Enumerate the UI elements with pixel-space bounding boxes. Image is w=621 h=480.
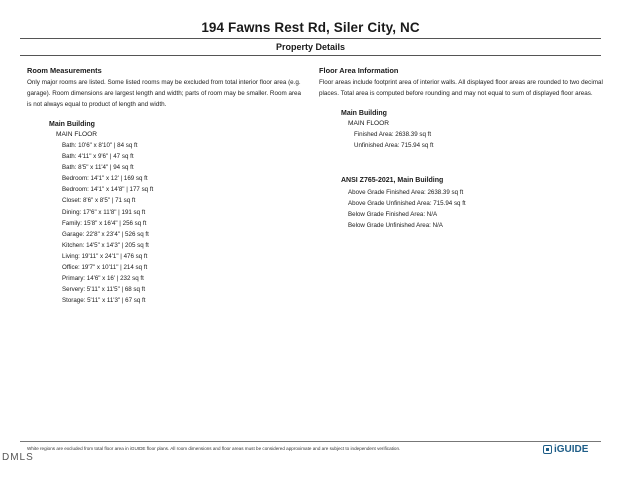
mls-watermark: DMLS — [2, 452, 34, 463]
finished-area: Finished Area: 2638.39 sq ft — [354, 131, 432, 138]
iguide-logo-text: iGUIDE — [554, 444, 589, 455]
room-row: Closet: 8'6" x 8'5" | 71 sq ft — [62, 197, 136, 205]
unfinished-area: Unfinished Area: 715.94 sq ft — [354, 142, 434, 150]
room-row: Bedroom: 14'1" x 14'8" | 177 sq ft — [62, 186, 154, 194]
subtitle-divider — [20, 55, 601, 56]
ansi-heading: ANSI Z765-2021, Main Building — [341, 177, 444, 185]
room-measurements-heading: Room Measurements — [27, 66, 102, 75]
ansi-row: Below Grade Unfinished Area: N/A — [348, 222, 443, 230]
area-list — [354, 129, 604, 151]
floor-label: MAIN FLOOR — [348, 120, 390, 127]
ansi-row: Below Grade Finished Area: N/A — [348, 211, 438, 219]
page-subtitle: Property Details — [275, 42, 346, 52]
ansi-row: Above Grade Unfinished Area: 715.94 sq ft — [348, 200, 466, 208]
iguide-logo-icon — [543, 445, 552, 454]
room-row: Bedroom: 14'1" x 12' | 169 sq ft — [62, 175, 148, 183]
ansi-list — [348, 187, 604, 231]
room-row: Office: 19'7" x 10'11" | 214 sq ft — [62, 264, 148, 272]
room-row: Storage: 5'11" x 11'3" | 67 sq ft — [62, 297, 146, 305]
room-row: Servery: 5'11" x 11'5" | 68 sq ft — [62, 286, 146, 294]
room-row: Bath: 10'6" x 8'10" | 84 sq ft — [62, 142, 138, 149]
room-row: Dining: 17'6" x 11'8" | 191 sq ft — [62, 208, 146, 216]
floor-area-heading: Floor Area Information — [319, 66, 399, 75]
ansi-row: Above Grade Finished Area: 2638.39 sq ft — [348, 189, 464, 197]
header-divider — [20, 38, 601, 39]
room-measurements-note: Only major rooms are listed. Some listed rooms may be excluded from total interior floor area (e.g. garage). Room dimensions are largest length and width; parts of room may be smaller. Room area is not always equal to product of length and width. — [27, 79, 302, 108]
footer-divider — [20, 441, 601, 442]
page-title: 194 Fawns Rest Rd, Siler City, NC — [201, 20, 420, 35]
room-list — [62, 140, 307, 306]
floor-area-section — [319, 66, 604, 232]
room-row: Family: 15'8" x 16'4" | 256 sq ft — [62, 219, 147, 227]
building-label: Main Building — [341, 110, 387, 117]
room-row: Bath: 4'11" x 9'6" | 47 sq ft — [62, 153, 134, 161]
room-row: Garage: 22'8" x 23'4" | 526 sq ft — [62, 230, 149, 238]
room-row: Primary: 14'6" x 16' | 232 sq ft — [62, 275, 144, 283]
building-label: Main Building — [49, 121, 95, 128]
room-row: Bath: 8'5" x 11'4" | 94 sq ft — [62, 164, 134, 172]
floor-label: MAIN FLOOR — [56, 131, 98, 138]
iguide-logo — [543, 444, 588, 455]
room-row: Living: 19'11" x 24'1" | 476 sq ft — [62, 252, 148, 260]
room-row: Kitchen: 14'5" x 14'3" | 205 sq ft — [62, 241, 149, 249]
floor-area-note: Floor areas include footprint area of interior walls. All displayed floor areas are rounded to two decimal places. Total area is computed before rounding and may not equal to sum of displayed floor areas. — [319, 79, 603, 97]
footer-disclaimer: White regions are excluded from total floor area in iGUIDE floor plans. All room dimensions and floor areas must be considered approximate and are subject to independent verification. — [27, 446, 401, 451]
room-measurements-section — [27, 66, 307, 306]
